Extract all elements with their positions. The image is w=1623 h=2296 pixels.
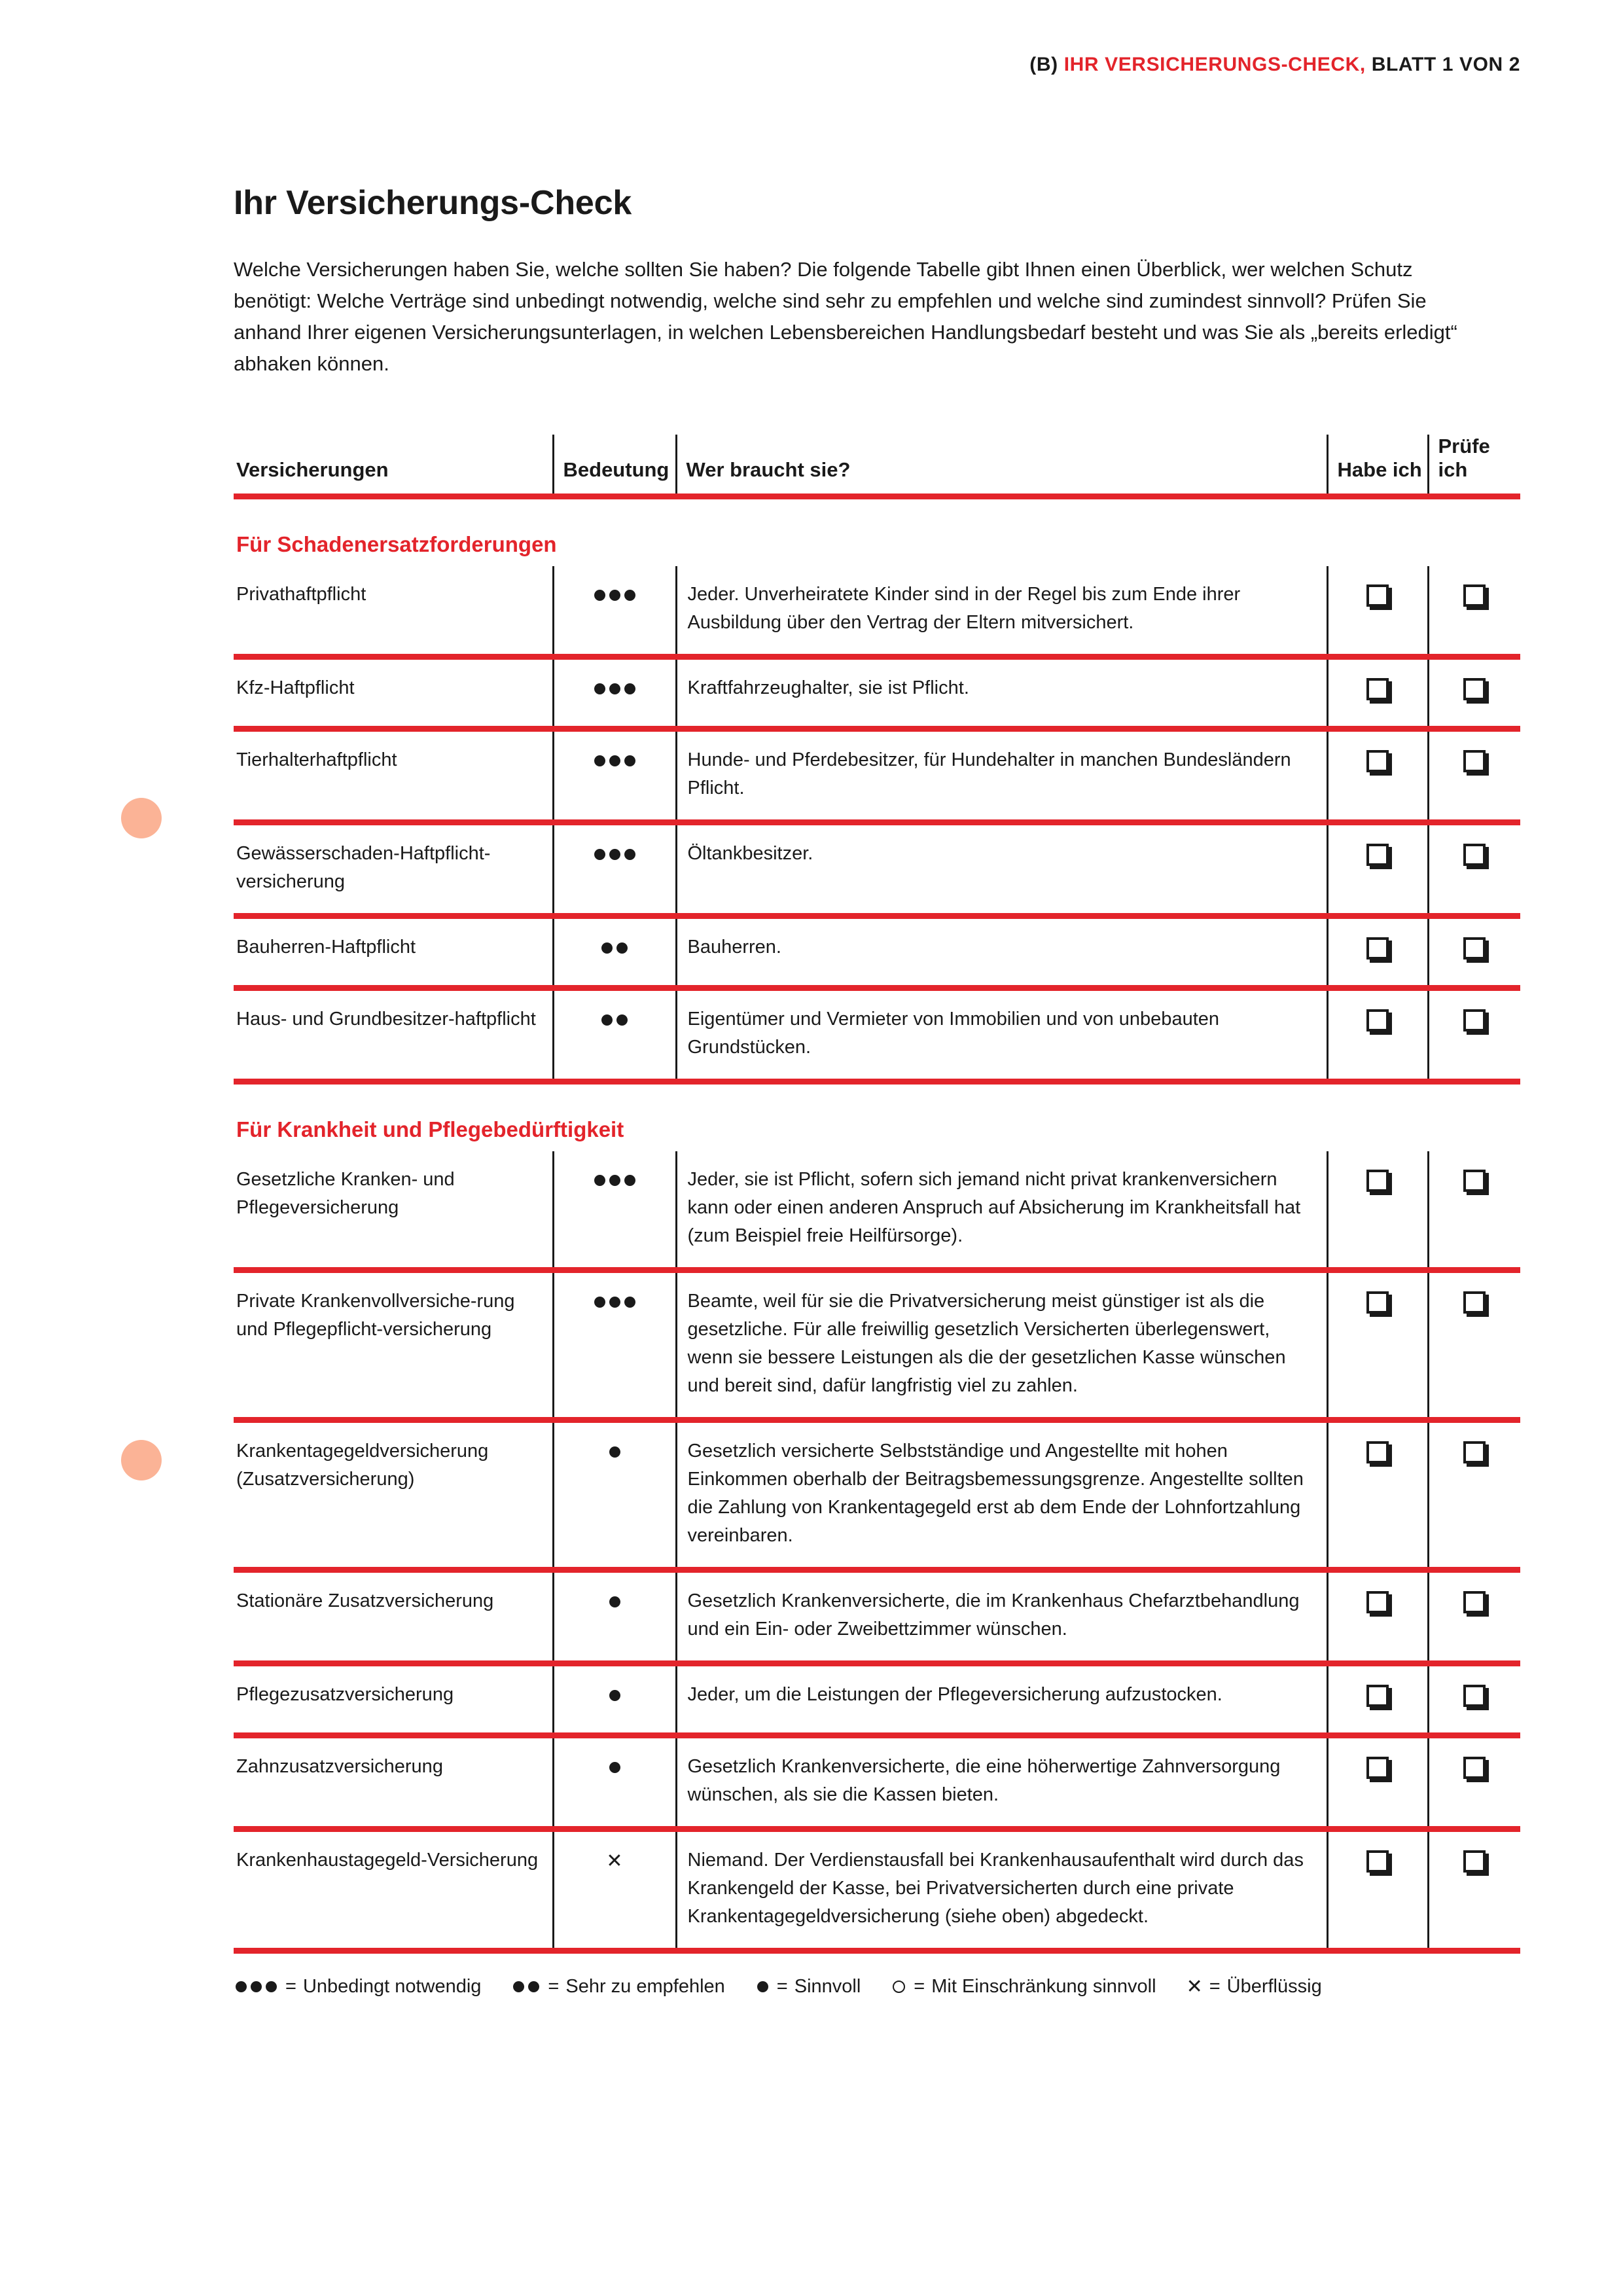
habe-ich-checkbox[interactable] bbox=[1366, 1441, 1389, 1463]
habe-ich-checkbox[interactable] bbox=[1366, 1291, 1389, 1314]
cross-icon: ✕ bbox=[1186, 1975, 1203, 1998]
pruefe-ich-checkbox[interactable] bbox=[1463, 750, 1486, 772]
insurance-name: Gesetzliche Kranken- und Pflegeversicherung bbox=[234, 1151, 553, 1270]
pruefe-ich-checkbox[interactable] bbox=[1463, 1009, 1486, 1031]
filled-dot-icon bbox=[236, 1981, 247, 1992]
column-header-wer-braucht: Wer braucht sie? bbox=[676, 435, 1327, 497]
legend-equals: = bbox=[776, 1976, 788, 1998]
pruefe-ich-checkbox[interactable] bbox=[1463, 678, 1486, 700]
importance-rating bbox=[553, 988, 676, 1082]
pruefe-ich-cell bbox=[1428, 1151, 1520, 1270]
legend-text: Sehr zu empfehlen bbox=[565, 1976, 725, 1998]
habe-ich-checkbox[interactable] bbox=[1366, 1170, 1389, 1192]
legend-item bbox=[755, 1971, 861, 2001]
habe-ich-cell bbox=[1327, 1270, 1428, 1420]
habe-ich-checkbox[interactable] bbox=[1366, 1757, 1389, 1779]
decorative-dot bbox=[121, 798, 162, 838]
running-header bbox=[1029, 54, 1520, 76]
pruefe-ich-checkbox[interactable] bbox=[1463, 1685, 1486, 1707]
habe-ich-checkbox[interactable] bbox=[1366, 1850, 1389, 1873]
legend-equals: = bbox=[285, 1976, 296, 1998]
filled-dot-icon bbox=[594, 755, 605, 766]
pruefe-ich-checkbox[interactable] bbox=[1463, 1591, 1486, 1613]
importance-rating bbox=[553, 1829, 676, 1951]
importance-rating bbox=[553, 729, 676, 823]
pruefe-ich-cell bbox=[1428, 729, 1520, 823]
importance-rating bbox=[553, 1151, 676, 1270]
pruefe-ich-cell bbox=[1428, 1270, 1520, 1420]
legend-item bbox=[234, 1971, 481, 2001]
rating-legend bbox=[234, 1971, 1520, 2001]
pruefe-ich-cell bbox=[1428, 988, 1520, 1082]
filled-dot-icon bbox=[513, 1981, 524, 1992]
importance-rating bbox=[553, 916, 676, 988]
page-title: Ihr Versicherungs-Check bbox=[234, 184, 632, 222]
intro-paragraph: Welche Versicherungen haben Sie, welche sollten Sie haben? Die folgende Tabelle gibt Ihnen einen Überblick, wer welchen Schutz benötigt: Welche Verträge sind unbedingt notwendig, welche sind sehr zu empfehlen und welche sind zumindest sinnvoll? Prüfen Sie anhand Ihrer eigenen Versicherungsunterlagen, in welchen Lebensbereichen Handlungsbedarf besteht und was Sie als „bereits erledigt“ abhaken können. bbox=[234, 258, 1457, 375]
habe-ich-cell bbox=[1327, 916, 1428, 988]
legend-item bbox=[891, 1971, 1156, 2001]
table-head bbox=[234, 435, 1520, 497]
section-heading: Für Krankheit und Pflegebedürftigkeit bbox=[236, 1117, 624, 1141]
table-row bbox=[234, 916, 1520, 988]
pruefe-ich-cell bbox=[1428, 823, 1520, 916]
importance-rating bbox=[553, 1736, 676, 1829]
legend-text: Mit Einschränkung sinnvoll bbox=[931, 1976, 1156, 1998]
pruefe-ich-checkbox[interactable] bbox=[1463, 1757, 1486, 1779]
decorative-dot bbox=[121, 1440, 162, 1480]
column-header-habe-ich: Habe ich bbox=[1327, 435, 1428, 497]
filled-dot-icon bbox=[609, 1690, 620, 1701]
filled-dot-icon bbox=[609, 590, 620, 601]
insurance-name: Tierhalterhaftpflicht bbox=[234, 729, 553, 823]
pruefe-ich-checkbox[interactable] bbox=[1463, 1441, 1486, 1463]
table-row bbox=[234, 1736, 1520, 1829]
insurance-check-table bbox=[234, 435, 1520, 1954]
habe-ich-cell bbox=[1327, 1664, 1428, 1736]
who-needs-it: Bauherren. bbox=[676, 916, 1327, 988]
filled-dot-icon bbox=[624, 590, 635, 601]
running-header-sheet: BLATT 1 VON 2 bbox=[1371, 54, 1520, 75]
who-needs-it: Jeder, sie ist Pflicht, sofern sich jemand nicht privat krankenversichern kann oder einen anderen Anspruch auf Absicherung im Krankheitsfall hat (zum Beispiel freie Heilfürsorge). bbox=[676, 1151, 1327, 1270]
habe-ich-checkbox[interactable] bbox=[1366, 1685, 1389, 1707]
importance-rating bbox=[553, 1270, 676, 1420]
legend-symbol bbox=[1186, 1972, 1203, 2001]
filled-dot-icon bbox=[594, 1175, 605, 1186]
filled-dot-icon bbox=[609, 1762, 620, 1773]
filled-dot-icon bbox=[624, 755, 635, 766]
habe-ich-cell bbox=[1327, 1829, 1428, 1951]
section-heading: Für Schadenersatzforderungen bbox=[236, 532, 557, 556]
habe-ich-checkbox[interactable] bbox=[1366, 678, 1389, 700]
open-circle-icon bbox=[893, 1981, 905, 1993]
insurance-name: Privathaftpflicht bbox=[234, 566, 553, 657]
table-row bbox=[234, 988, 1520, 1082]
legend-equals: = bbox=[914, 1976, 925, 1998]
importance-rating bbox=[553, 566, 676, 657]
who-needs-it: Eigentümer und Vermieter von Immobilien und von unbebauten Grundstücken. bbox=[676, 988, 1327, 1082]
pruefe-ich-checkbox[interactable] bbox=[1463, 1850, 1486, 1873]
pruefe-ich-cell bbox=[1428, 916, 1520, 988]
filled-dot-icon bbox=[624, 1297, 635, 1308]
legend-text: Sinnvoll bbox=[794, 1976, 861, 1998]
filled-dot-icon bbox=[594, 849, 605, 860]
pruefe-ich-cell bbox=[1428, 566, 1520, 657]
legend-equals: = bbox=[1209, 1976, 1221, 1998]
table-body bbox=[234, 497, 1520, 1951]
importance-rating bbox=[553, 657, 676, 729]
habe-ich-cell bbox=[1327, 566, 1428, 657]
table-row bbox=[234, 1829, 1520, 1951]
filled-dot-icon bbox=[624, 849, 635, 860]
insurance-name: Stationäre Zusatzversicherung bbox=[234, 1570, 553, 1664]
table-row bbox=[234, 1664, 1520, 1736]
habe-ich-checkbox[interactable] bbox=[1366, 584, 1389, 607]
table-row bbox=[234, 1420, 1520, 1570]
table-row bbox=[234, 823, 1520, 916]
filled-dot-icon bbox=[601, 942, 613, 954]
habe-ich-checkbox[interactable] bbox=[1366, 750, 1389, 772]
filled-dot-icon bbox=[609, 1446, 620, 1458]
habe-ich-cell bbox=[1327, 1151, 1428, 1270]
pruefe-ich-checkbox[interactable] bbox=[1463, 937, 1486, 960]
who-needs-it: Öltankbesitzer. bbox=[676, 823, 1327, 916]
table-section-heading-row bbox=[234, 1082, 1520, 1152]
legend-text: Unbedingt notwendig bbox=[302, 1976, 482, 1998]
legend-symbol bbox=[511, 1973, 541, 2001]
filled-dot-icon bbox=[251, 1981, 262, 1992]
filled-dot-icon bbox=[609, 1596, 620, 1607]
legend-symbol bbox=[891, 1973, 907, 2001]
insurance-name: Gewässerschaden-Haftpflicht-versicherung bbox=[234, 823, 553, 916]
filled-dot-icon bbox=[594, 683, 605, 694]
pruefe-ich-cell bbox=[1428, 1664, 1520, 1736]
who-needs-it: Niemand. Der Verdienstausfall bei Krankenhausaufenthalt wird durch das Krankengeld der Kasse, bei Privatversicherten durch eine private Krankentagegeldversicherung (siehe oben) abgedeckt. bbox=[676, 1829, 1327, 1951]
cross-icon: ✕ bbox=[606, 1850, 623, 1872]
insurance-name: Private Krankenvollversiche-rung und Pflegepflicht-versicherung bbox=[234, 1270, 553, 1420]
pruefe-ich-cell bbox=[1428, 657, 1520, 729]
table-row bbox=[234, 729, 1520, 823]
filled-dot-icon bbox=[266, 1981, 277, 1992]
filled-dot-icon bbox=[609, 683, 620, 694]
pruefe-ich-checkbox[interactable] bbox=[1463, 584, 1486, 607]
filled-dot-icon bbox=[609, 1175, 620, 1186]
habe-ich-checkbox[interactable] bbox=[1366, 1591, 1389, 1613]
legend-equals: = bbox=[548, 1976, 560, 1998]
legend-text: Überflüssig bbox=[1226, 1976, 1322, 1998]
pruefe-ich-cell bbox=[1428, 1570, 1520, 1664]
legend-symbol bbox=[755, 1973, 770, 2001]
pruefe-ich-cell bbox=[1428, 1736, 1520, 1829]
running-header-title: IHR VERSICHERUNGS-CHECK, bbox=[1063, 54, 1366, 75]
who-needs-it: Beamte, weil für sie die Privatversicherung meist günstiger ist als die gesetzliche. Für alle freiwillig gesetzlich Versicherten überlegenswert, wenn sie bessere Leistungen als die der gesetzlichen Kasse wünschen und bereit sind, dafür langfristig viel zu zahlen. bbox=[676, 1270, 1327, 1420]
pruefe-ich-checkbox[interactable] bbox=[1463, 1291, 1486, 1314]
filled-dot-icon bbox=[594, 1297, 605, 1308]
who-needs-it: Gesetzlich Krankenversicherte, die eine höherwertige Zahnversorgung wünschen, als sie die Kassen bieten. bbox=[676, 1736, 1327, 1829]
column-header-versicherungen: Versicherungen bbox=[234, 435, 553, 497]
running-header-prefix: (B) bbox=[1029, 54, 1058, 75]
habe-ich-cell bbox=[1327, 988, 1428, 1082]
column-header-bedeutung: Bedeutung bbox=[553, 435, 676, 497]
pruefe-ich-checkbox[interactable] bbox=[1463, 1170, 1486, 1192]
habe-ich-checkbox[interactable] bbox=[1366, 937, 1389, 960]
habe-ich-checkbox[interactable] bbox=[1366, 844, 1389, 866]
filled-dot-icon bbox=[624, 1175, 635, 1186]
table-row bbox=[234, 1570, 1520, 1664]
filled-dot-icon bbox=[528, 1981, 539, 1992]
habe-ich-cell bbox=[1327, 729, 1428, 823]
insurance-name: Kfz-Haftpflicht bbox=[234, 657, 553, 729]
who-needs-it: Kraftfahrzeughalter, sie ist Pflicht. bbox=[676, 657, 1327, 729]
pruefe-ich-checkbox[interactable] bbox=[1463, 844, 1486, 866]
insurance-name: Pflegezusatzversicherung bbox=[234, 1664, 553, 1736]
insurance-name: Krankentagegeldversicherung (Zusatzversicherung) bbox=[234, 1420, 553, 1570]
habe-ich-cell bbox=[1327, 1420, 1428, 1570]
table-header-row bbox=[234, 435, 1520, 497]
filled-dot-icon bbox=[601, 1014, 613, 1026]
column-header-pruefe-ich: Prüfe ich bbox=[1428, 435, 1520, 497]
filled-dot-icon bbox=[757, 1981, 768, 1992]
filled-dot-icon bbox=[616, 942, 628, 954]
who-needs-it: Gesetzlich Krankenversicherte, die im Krankenhaus Chefarztbehandlung und ein Ein- oder Zweibettzimmer wünschen. bbox=[676, 1570, 1327, 1664]
filled-dot-icon bbox=[609, 849, 620, 860]
habe-ich-checkbox[interactable] bbox=[1366, 1009, 1389, 1031]
insurance-name: Krankenhaustagegeld-Versicherung bbox=[234, 1829, 553, 1951]
legend-item bbox=[1186, 1971, 1322, 2001]
insurance-name: Haus- und Grundbesitzer-haftpflicht bbox=[234, 988, 553, 1082]
pruefe-ich-cell bbox=[1428, 1420, 1520, 1570]
filled-dot-icon bbox=[624, 683, 635, 694]
filled-dot-icon bbox=[616, 1014, 628, 1026]
table-row bbox=[234, 1270, 1520, 1420]
habe-ich-cell bbox=[1327, 823, 1428, 916]
importance-rating bbox=[553, 823, 676, 916]
filled-dot-icon bbox=[594, 590, 605, 601]
insurance-name: Zahnzusatzversicherung bbox=[234, 1736, 553, 1829]
filled-dot-icon bbox=[609, 755, 620, 766]
table-row bbox=[234, 1151, 1520, 1270]
page-content bbox=[234, 183, 1520, 2001]
filled-dot-icon bbox=[609, 1297, 620, 1308]
importance-rating bbox=[553, 1664, 676, 1736]
habe-ich-cell bbox=[1327, 1570, 1428, 1664]
table-section-heading-row bbox=[234, 497, 1520, 567]
who-needs-it: Jeder. Unverheiratete Kinder sind in der Regel bis zum Ende ihrer Ausbildung über den Vertrag der Eltern mitversichert. bbox=[676, 566, 1327, 657]
importance-rating bbox=[553, 1570, 676, 1664]
insurance-name: Bauherren-Haftpflicht bbox=[234, 916, 553, 988]
who-needs-it: Jeder, um die Leistungen der Pflegeversicherung aufzustocken. bbox=[676, 1664, 1327, 1736]
importance-rating bbox=[553, 1420, 676, 1570]
habe-ich-cell bbox=[1327, 1736, 1428, 1829]
table-row bbox=[234, 566, 1520, 657]
habe-ich-cell bbox=[1327, 657, 1428, 729]
table-row bbox=[234, 657, 1520, 729]
who-needs-it: Gesetzlich versicherte Selbstständige und Angestellte mit hohen Einkommen oberhalb der Beitragsbemessungsgrenze. Angestellte sollten die Zahlung von Krankentagegeld erst ab dem Ende der Lohnfortzahlung vereinbaren. bbox=[676, 1420, 1327, 1570]
pruefe-ich-cell bbox=[1428, 1829, 1520, 1951]
who-needs-it: Hunde- und Pferdebesitzer, für Hundehalter in manchen Bundesländern Pflicht. bbox=[676, 729, 1327, 823]
legend-symbol bbox=[234, 1973, 279, 2001]
legend-item bbox=[511, 1971, 724, 2001]
